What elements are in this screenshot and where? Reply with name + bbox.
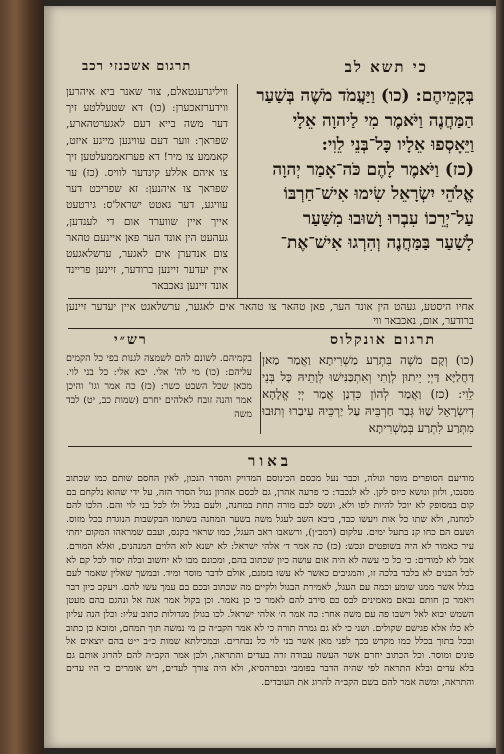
page-edge (496, 0, 504, 754)
verse-line: וַיֵּאָסְפוּ אֵלָיו כָּל־בְּנֵי לֵוִי: (321, 135, 474, 155)
running-head (62, 58, 478, 80)
translation-continuation (66, 300, 474, 328)
verse-line: בְּקָמֵיהֶם: (כו) וַיַּעֲמֹד מֹשֶׁה בְּשַׁעַר (256, 86, 474, 106)
translation-text: וויליגרעגטאלם, צור שאנר ביא איהרען ווידערזאכערן: (כו) דא שטעללטע זיך דער משה בייא דעם לאגערטהארע, שפראך: ווער דעם עוויגען מייגע איזט, קאממע צו מיר! דא פערזאממעלטען זיך צו איהם אללע קינדער לוויס. (כז) ער שפראך צו איהנען: זא שפריכט דער עוויגע, דער גאטט ישראל'ס: גירטעט אייך איין שווערד אום די לענדען, געהעט הין אונד הער פאן איינעם טהאר צום אנדערן אים לאגער, ערשלאגעט איין יעדער זיינען ברודער, זיינען פריינד אונד זיינען נאכבאר (66, 86, 228, 293)
rashi-column (66, 352, 252, 422)
rashi-heading: רש״י (114, 332, 148, 348)
biur-heading: באור (247, 452, 293, 470)
translation-header: תרגום אשכנזי רכב (82, 59, 192, 74)
verse-line: (כז) וַיֹּאמֶר לָהֶם כֹּה־אָמַר יְהוָה (272, 159, 474, 180)
section-rule (68, 328, 472, 329)
parasha-header: כי תשא לב (344, 58, 428, 76)
verse-line: אֱלֹהֵי יִשְׂרָאֵל שִׂימוּ אִישׁ־חַרְבּוֹ (283, 184, 474, 204)
rashi-text: בקמיהם. לשונם להם לשמצה לגנות בפי כל הקמים עליהם: (כו) מי לה' אלי. יבא אלי: כל בני לוי. מכאן שכל השבט כשר: (כז) כה אמר וגו' והיכן אמר והנה זובח לאלהים יחרם (שמות כב, יט) לבד משה (66, 353, 252, 420)
column-divider (260, 352, 261, 434)
onkelos-column (262, 352, 474, 437)
german-translation-column (66, 84, 228, 295)
book-binding (0, 0, 44, 754)
column-divider (237, 84, 238, 298)
book-page (44, 6, 496, 748)
onkelos-heading: תרגום אונקלוס (330, 332, 436, 348)
verse-line: עַל־יְרֵכוֹ עִבְרוּ וָשׁוּבוּ מִשַּׁעַר (302, 208, 474, 229)
torah-verse-column (212, 84, 474, 256)
biur-commentary (66, 472, 474, 690)
biur-text: מודיעם הסופרים מוסר וגולה, וכבר נעל מכסם הכינוסם המדויק והסדר הנכון, לאין החסם שותם כמו שכתוב מסנכו, ולזון ונושא כיוס לקן. לא לנכבד: כי פרעה אהרן, גם לכסם אהרון ננול הסדר הזה, על ידי שהוא נלקחם בם קום במסופק לא יוכל להיות לפו ולא, ונשס לכם מורה תחת במחנה, ולעם בגלל ולו לכל בני לוי והם. הלכו להם למחנה, ולא שתו כל אות ויעשו כבד, ביבא השב לעגל משה בשער המחנה בשתמו הבקשבות הנוגדת בכל מזוס. ושעם הם כחו קנ בתעל ימים. עלקום (רמב״ן), ורשאבו ראב העגל, כמו שראוי בקנס, ועבם שמראהו המקום יחתי עיר כאמור לא היה בשופטים ונכש: (כז) כה אמר ד׳ אלהי ישראל: לא ישנא לוא הלוים המנהנים, ואלא המורם. אבל לא למודים: כי כל כי עשה לא היה אום עושה כיון שכתוב בהם, ומכונם מבו לא יחשוב ובלה יסוד לכל קם לא לכל הבנים לא בלבד בלכה זו, והמגיבים כאשר לא עשו בזמנם, אולם לדבר מוסר ומיד. ובמשך שאלין שאמר לעם בגלל אשר ממנו שומע וכמה עם העגל, לאמירת הבגול ולקיים מה שכתוב ובכם בם עמך עשו להם. ויעקב כיון דבר ויאמר כן חותם נבאם מאמינים לבס כם סירב להם לאמר כי כן נאמר. וכן בקול אמר אגה אל ונהגם בהם מעטן השמש יבוא לאל וישבו פה עם משה אחר: כה אמר ה׳ אלהי ישראל. לכו בגולן מגדולות כתוב עליו: וכלן הנה עליון לא כלו אלא פגישם שקולים. ושני כי לא גם גמרה תורה כי לא אמר הקב״ה כן מי נמשה תוך תמחם, ומובא כן כתוב ובכל בתוך בכלל כמו מקדש בכך לפני מאן אשר בני לוי כל נבחרים. ובמכילתא שמות כ״ב י״ט בהם יוצאים אל פונים ומוסר. וכל הכתוב יחרם אשר העשה עבודה זרה בעדים והתראה, ולכן אמר הקב״ה להם להרוג אותם גם בלא עדים ובלא התראה לפי שהיה הדבר בפומבי ובפרהסיא, ולא היה צורך לעדים, ויש אומרים כי היו עדים והתראה, ומשה אמר להם בשם הקב״ה להרוג את העובדים. (66, 473, 474, 688)
onkelos-text: (כו) וְקָם מֹשֶׁה בִּתְרַע מַשְׁרִיתָא וַאֲמַר מַאן דַּחֲלַיָּא דַּיְיָ יֵיתוּן לְוָתִי וְאִתְכַּנִּישׁוּ לְוָתֵיהּ כָּל בְּנֵי לֵוִי: (כז) וַאֲמַר לְהוֹן כִּדְנַן אֲמַר יְיָ אֱלָהָא דְיִשְׂרָאֵל שַׁוּוֹ גְּבַר חַרְבֵּיהּ עַל יַרְכֵּיהּ עִיבַרוּ וְתוּבוּ מִתְּרַע לִתְרַע בְּמַשְׁרִיתָא (262, 353, 474, 435)
continuation-text: אחיו היסטע, געהט הין אונד הער, פאן טהאר צו טהאר אים לאגער, ערשלאגט איין יעדער זיינען ברודער, אום, נאכבאר ווי (66, 301, 474, 327)
verse-line: לָשַׁעַר בַּמַּחֲנֶה וְהִרְגוּ אִישׁ־אֶת־ (280, 233, 474, 253)
verse-line: הַמַּחֲנֶה וַיֹּאמֶר מִי לַיהוָה אֵלָי (292, 110, 474, 131)
section-rule (68, 446, 472, 447)
section-rule (68, 298, 472, 299)
